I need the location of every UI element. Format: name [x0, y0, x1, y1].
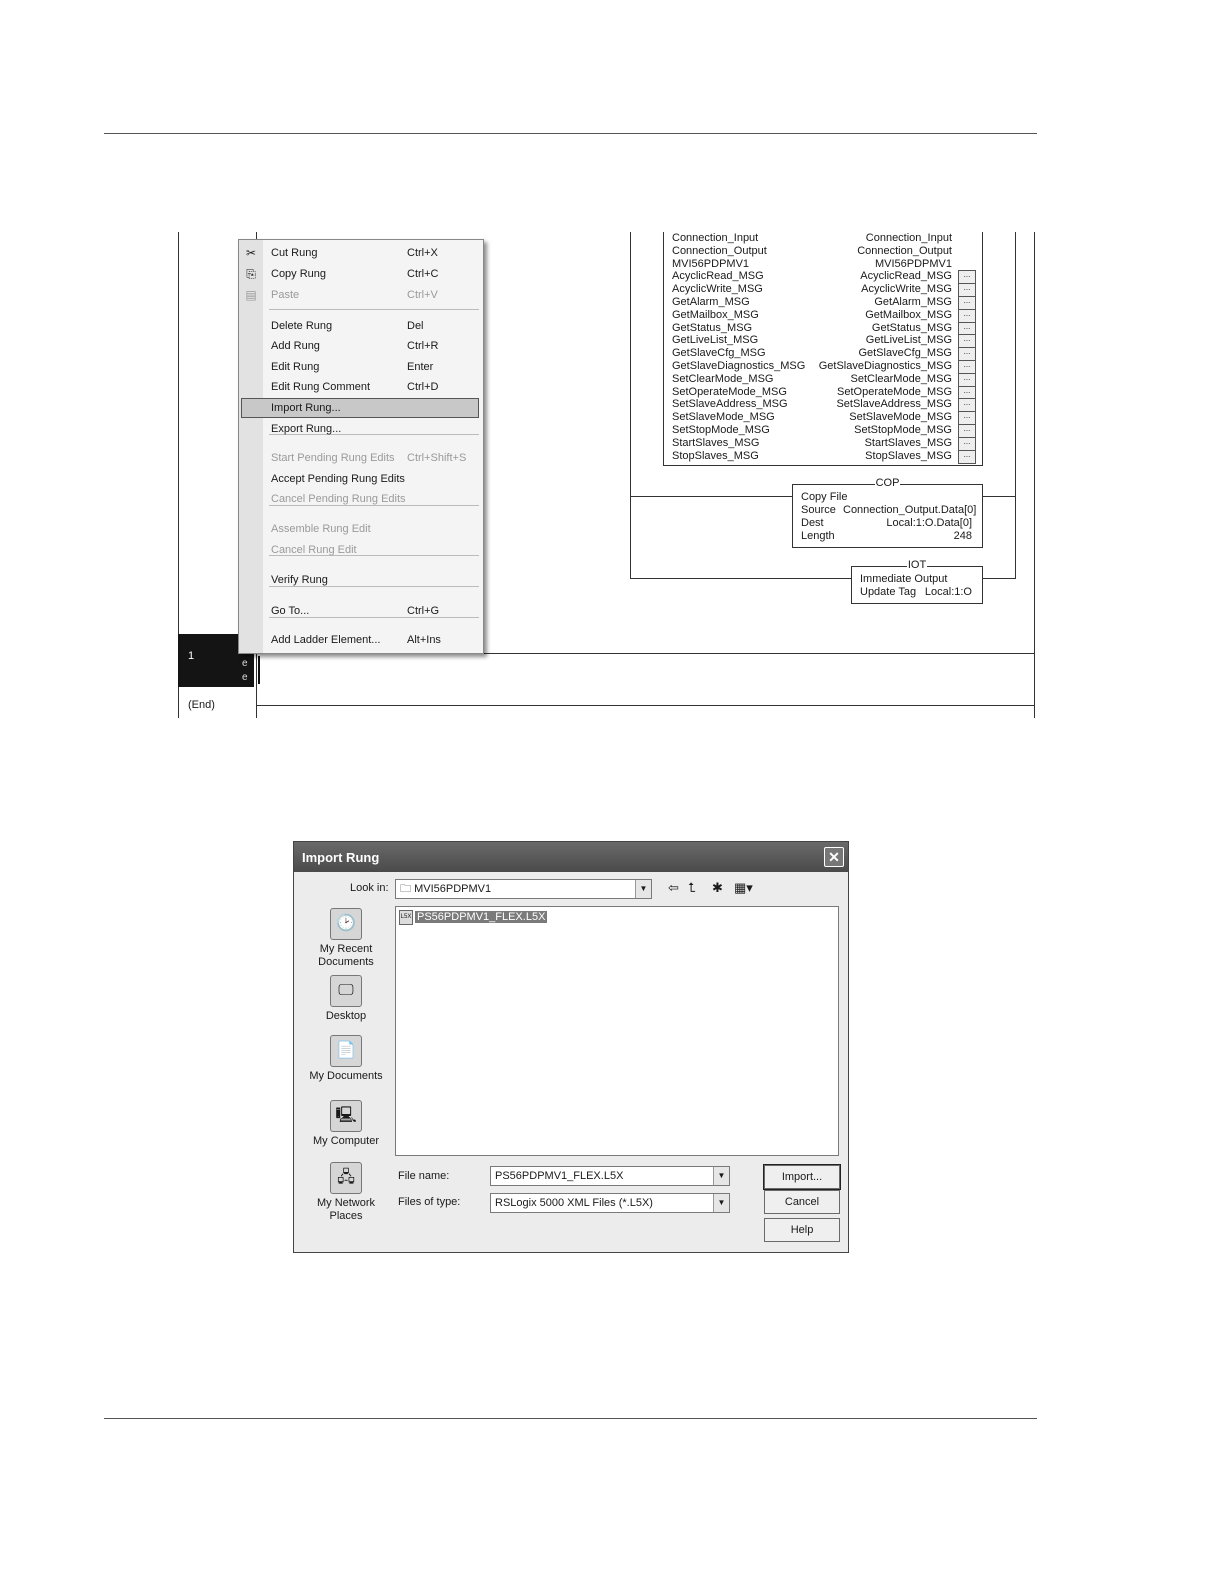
menu-item-shortcut: Ctrl+V [407, 289, 438, 301]
dialog-title-bar [294, 842, 848, 872]
param-browse-button[interactable]: ... [958, 270, 976, 284]
iot-name: Immediate Output [860, 573, 948, 585]
aoi-param-row [664, 360, 982, 373]
aoi-param-label: StopSlaves_MSG [672, 449, 759, 462]
menu-item-start-pending-rung-edits[interactable] [239, 449, 483, 467]
place-my-recent-documents[interactable] [302, 908, 390, 969]
aoi-param-row [664, 424, 982, 437]
file-item-name: PS56PDPMV1_FLEX.L5X [417, 911, 546, 924]
copy-icon: ⎘ [246, 267, 256, 281]
param-browse-button[interactable]: ... [958, 386, 976, 400]
look-in-label: Look in: [350, 882, 389, 894]
aoi-param-label: Connection_Output [672, 244, 767, 257]
aoi-param-row [664, 398, 982, 411]
aoi-param-value: GetMailbox_MSG [865, 308, 952, 321]
end-rung-label: (End) [188, 699, 215, 711]
up-folder-icon[interactable]: ⮤ [688, 880, 696, 895]
aoi-param-row [664, 258, 982, 271]
param-browse-button[interactable]: ... [958, 450, 976, 464]
menu-item-label: Add Ladder Element... [271, 634, 381, 646]
aoi-param-label: StartSlaves_MSG [672, 436, 760, 449]
cop-dest-row: Dest Local:1:O.Data[0] [801, 517, 972, 529]
aoi-param-label: GetSlaveDiagnostics_MSG [672, 360, 806, 372]
aoi-param-row [664, 437, 982, 450]
menu-item-paste[interactable] [239, 286, 483, 304]
aoi-param-label: GetSlaveCfg_MSG [672, 347, 766, 360]
my-documents-icon: 📄 [330, 1035, 362, 1067]
menu-item-add-rung[interactable] [239, 337, 483, 355]
file-type-label: Files of type: [398, 1196, 461, 1208]
menu-item-shortcut: Ctrl+R [407, 340, 439, 352]
menu-item-copy-rung[interactable] [239, 265, 483, 283]
menu-item-shortcut: Ctrl+X [407, 247, 438, 259]
aoi-param-value: Connection_Output [857, 244, 952, 257]
aoi-param-row [664, 270, 982, 283]
aoi-param-value: GetSlaveDiagnostics_MSG [818, 360, 952, 372]
aoi-param-label: SetStopMode_MSG [672, 424, 770, 436]
cop-length-row: Length 248 [801, 530, 972, 542]
iot-tag-value: Local:1:O [924, 586, 972, 598]
menu-item-label: Cancel Pending Rung Edits [271, 493, 406, 505]
menu-item-label: Paste [271, 289, 300, 301]
aoi-param-value: MVI56PDPMV1 [874, 257, 952, 270]
branch-wire-top-right [982, 496, 1015, 497]
branch-wire-bottom [630, 578, 851, 579]
cancel-button[interactable]: Cancel [764, 1190, 840, 1214]
aoi-param-row [664, 245, 982, 258]
file-list[interactable] [395, 906, 839, 1156]
import-rung-dialog [293, 841, 849, 1253]
back-icon[interactable]: ⇦ [668, 880, 679, 895]
place-label: Desktop [325, 1010, 367, 1022]
aoi-param-value: GetStatus_MSG [871, 321, 952, 334]
rung-edit-mark: e [242, 658, 248, 669]
cop-dest-value: Local:1:O.Data[0] [886, 517, 972, 529]
desktop-icon: 🖵 [330, 975, 362, 1007]
menu-separator [269, 309, 479, 310]
place-desktop[interactable] [302, 975, 390, 1023]
aoi-param-value: SetOperateMode_MSG [837, 385, 952, 398]
param-browse-button[interactable]: ... [958, 398, 976, 412]
view-menu-icon[interactable]: ▦▾ [734, 880, 753, 895]
menu-item-edit-rung[interactable] [239, 358, 483, 376]
aoi-param-label: SetSlaveAddress_MSG [672, 398, 788, 411]
end-rung-line [256, 705, 1034, 706]
import-button[interactable]: Import... [764, 1165, 840, 1189]
rung-cursor-bar [258, 656, 260, 684]
chevron-down-icon[interactable]: ▼ [635, 880, 651, 898]
aoi-param-value: SetSlaveAddress_MSG [836, 398, 952, 411]
my-computer-icon: 🖳 [330, 1100, 362, 1132]
param-browse-button[interactable]: ... [958, 322, 976, 336]
param-browse-button[interactable]: ... [958, 373, 976, 387]
dialog-title: Import Rung [302, 850, 380, 865]
param-browse-button[interactable]: ... [958, 347, 976, 361]
file-name-label: File name: [398, 1170, 450, 1182]
aoi-param-value: AcyclicRead_MSG [860, 270, 952, 283]
menu-item-label: Cut Rung [271, 247, 318, 259]
branch-wire-top [630, 496, 792, 497]
menu-item-delete-rung[interactable] [239, 317, 483, 335]
aoi-param-row [664, 296, 982, 309]
cop-length-value: 248 [953, 530, 972, 542]
aoi-param-label: AcyclicWrite_MSG [672, 283, 763, 296]
menu-item-label: Cancel Rung Edit [271, 544, 357, 556]
menu-item-label: Edit Rung [271, 361, 320, 373]
menu-item-accept-pending-rung-edits[interactable] [239, 470, 483, 488]
aoi-param-row [664, 386, 982, 399]
menu-item-label: Accept Pending Rung Edits [271, 473, 405, 485]
cop-instruction[interactable] [792, 477, 983, 548]
footer-rule [104, 1418, 1037, 1419]
aoi-param-value: StopSlaves_MSG [865, 449, 952, 462]
scissors-icon: ✂ [245, 246, 257, 260]
param-browse-button[interactable]: ... [958, 437, 976, 451]
menu-item-label: Copy Rung [271, 268, 327, 280]
aoi-parameter-block [663, 232, 983, 466]
param-browse-button[interactable]: ... [958, 334, 976, 348]
menu-item-go-to[interactable] [239, 602, 483, 620]
aoi-param-label: AcyclicRead_MSG [672, 270, 764, 283]
place-my-computer[interactable] [302, 1100, 390, 1148]
iot-tag-row: Update Tag Local:1:O [860, 586, 972, 598]
param-browse-button[interactable]: ... [958, 360, 976, 374]
aoi-param-label: SetSlaveMode_MSG [672, 411, 775, 424]
aoi-param-value: AcyclicWrite_MSG [861, 283, 952, 296]
aoi-param-label: MVI56PDPMV1 [672, 257, 750, 270]
new-folder-icon[interactable]: ✱ [712, 880, 723, 895]
file-type-select[interactable] [490, 1193, 730, 1213]
aoi-param-value: GetAlarm_MSG [874, 296, 952, 308]
aoi-param-value: GetLiveList_MSG [865, 334, 952, 347]
aoi-param-row [664, 322, 982, 335]
place-my-network-places[interactable] [302, 1162, 390, 1223]
ladder-editor [178, 232, 1035, 718]
menu-item-shortcut: Alt+Ins [407, 634, 441, 646]
aoi-param-row [664, 309, 982, 322]
xml-file-icon: L5X [399, 910, 413, 925]
menu-item-shortcut: Ctrl+Shift+S [407, 452, 467, 464]
menu-item-assemble-rung-edit[interactable] [239, 520, 483, 538]
param-browse-button[interactable]: ... [958, 424, 976, 438]
help-button[interactable]: Help [764, 1218, 840, 1242]
rung-number: 1 [188, 650, 195, 662]
aoi-param-label: SetClearMode_MSG [672, 372, 774, 385]
menu-item-label: Assemble Rung Edit [271, 523, 371, 535]
aoi-param-row [664, 232, 982, 245]
aoi-param-row [664, 283, 982, 296]
param-browse-button[interactable]: ... [958, 309, 976, 323]
menu-item-import-rung[interactable] [242, 399, 478, 417]
look-in-combo[interactable] [395, 879, 652, 899]
menu-item-label: Add Rung [271, 340, 320, 352]
menu-item-shortcut: Ctrl+C [407, 268, 439, 280]
menu-item-edit-rung-comment[interactable] [239, 378, 483, 396]
place-label: My Recent Documents [318, 943, 374, 968]
look-in-value: 🗀 MVI56PDPMV1 [400, 883, 492, 895]
aoi-param-label: GetMailbox_MSG [672, 308, 759, 321]
branch-wire-bottom-right [982, 578, 1015, 579]
aoi-param-value: SetClearMode_MSG [850, 372, 952, 385]
aoi-param-value: SetStopMode_MSG [854, 424, 952, 436]
my-recent-documents-icon: 🕑 [330, 908, 362, 940]
menu-item-cancel-pending-rung-edits[interactable] [239, 490, 483, 508]
param-browse-button[interactable]: ... [958, 411, 976, 425]
rung-context-menu [238, 239, 484, 654]
paste-icon: ▤ [245, 288, 257, 302]
place-label: My Computer [312, 1135, 380, 1147]
iot-instruction[interactable] [851, 559, 983, 604]
chevron-down-icon[interactable]: ▼ [713, 1194, 729, 1212]
header-rule [104, 133, 1037, 134]
file-item[interactable] [399, 910, 547, 925]
aoi-param-label: GetLiveList_MSG [672, 334, 759, 347]
my-network-places-icon: 🖧 [330, 1162, 362, 1194]
folder-icon: 🗀 [400, 883, 415, 895]
menu-item-shortcut: Ctrl+G [407, 605, 440, 617]
aoi-param-value: GetSlaveCfg_MSG [858, 347, 952, 360]
close-button[interactable]: ✕ [824, 847, 844, 867]
file-type-value: RSLogix 5000 XML Files (*.L5X) [495, 1197, 653, 1209]
cop-name: Copy File [801, 491, 848, 503]
menu-item-shortcut: Del [407, 320, 424, 332]
menu-item-export-rung[interactable] [239, 420, 483, 438]
param-browse-button[interactable]: ... [958, 283, 976, 297]
cop-source-row: Source Connection_Output.Data[0] [801, 504, 977, 516]
aoi-param-label: GetStatus_MSG [672, 321, 753, 334]
place-label: My Documents [309, 1070, 383, 1082]
aoi-param-row [664, 347, 982, 360]
branch-right [1015, 232, 1016, 579]
iot-title: IOT [907, 559, 927, 571]
menu-item-cancel-rung-edit[interactable] [239, 541, 483, 559]
menu-item-add-ladder-element[interactable] [239, 631, 483, 649]
aoi-param-label: Connection_Input [672, 232, 759, 244]
aoi-param-label: GetAlarm_MSG [672, 296, 750, 308]
menu-item-label: Delete Rung [271, 320, 333, 332]
menu-item-shortcut: Enter [407, 361, 434, 373]
right-power-rail [1034, 232, 1035, 718]
menu-item-shortcut: Ctrl+D [407, 381, 439, 393]
menu-item-label: Verify Rung [271, 574, 328, 586]
aoi-param-value: Connection_Input [865, 232, 952, 244]
aoi-param-row [664, 334, 982, 347]
menu-item-label: Import Rung... [271, 402, 341, 414]
chevron-down-icon[interactable]: ▼ [713, 1167, 729, 1185]
menu-item-verify-rung[interactable] [239, 571, 483, 589]
menu-item-label: Edit Rung Comment [271, 381, 371, 393]
menu-item-label: Export Rung... [271, 423, 342, 435]
branch-left [630, 232, 631, 579]
menu-item-cut-rung[interactable] [239, 244, 483, 262]
place-label: My Network Places [316, 1197, 376, 1222]
param-browse-button[interactable]: ... [958, 296, 976, 310]
rung-edit-mark: e [242, 672, 248, 683]
menu-item-label: Start Pending Rung Edits [271, 452, 395, 464]
place-my-documents[interactable] [302, 1035, 390, 1083]
cop-title: COP [875, 477, 900, 489]
file-name-value: PS56PDPMV1_FLEX.L5X [495, 1170, 624, 1182]
aoi-param-row [664, 450, 982, 463]
aoi-param-label: SetOperateMode_MSG [672, 385, 787, 398]
cop-source-value: Connection_Output.Data[0] [843, 504, 977, 516]
aoi-param-row [664, 411, 982, 424]
aoi-param-row [664, 373, 982, 386]
menu-item-label: Go To... [271, 605, 310, 617]
aoi-param-value: SetSlaveMode_MSG [849, 411, 952, 424]
aoi-param-value: StartSlaves_MSG [864, 436, 952, 449]
file-name-input[interactable] [490, 1166, 730, 1186]
